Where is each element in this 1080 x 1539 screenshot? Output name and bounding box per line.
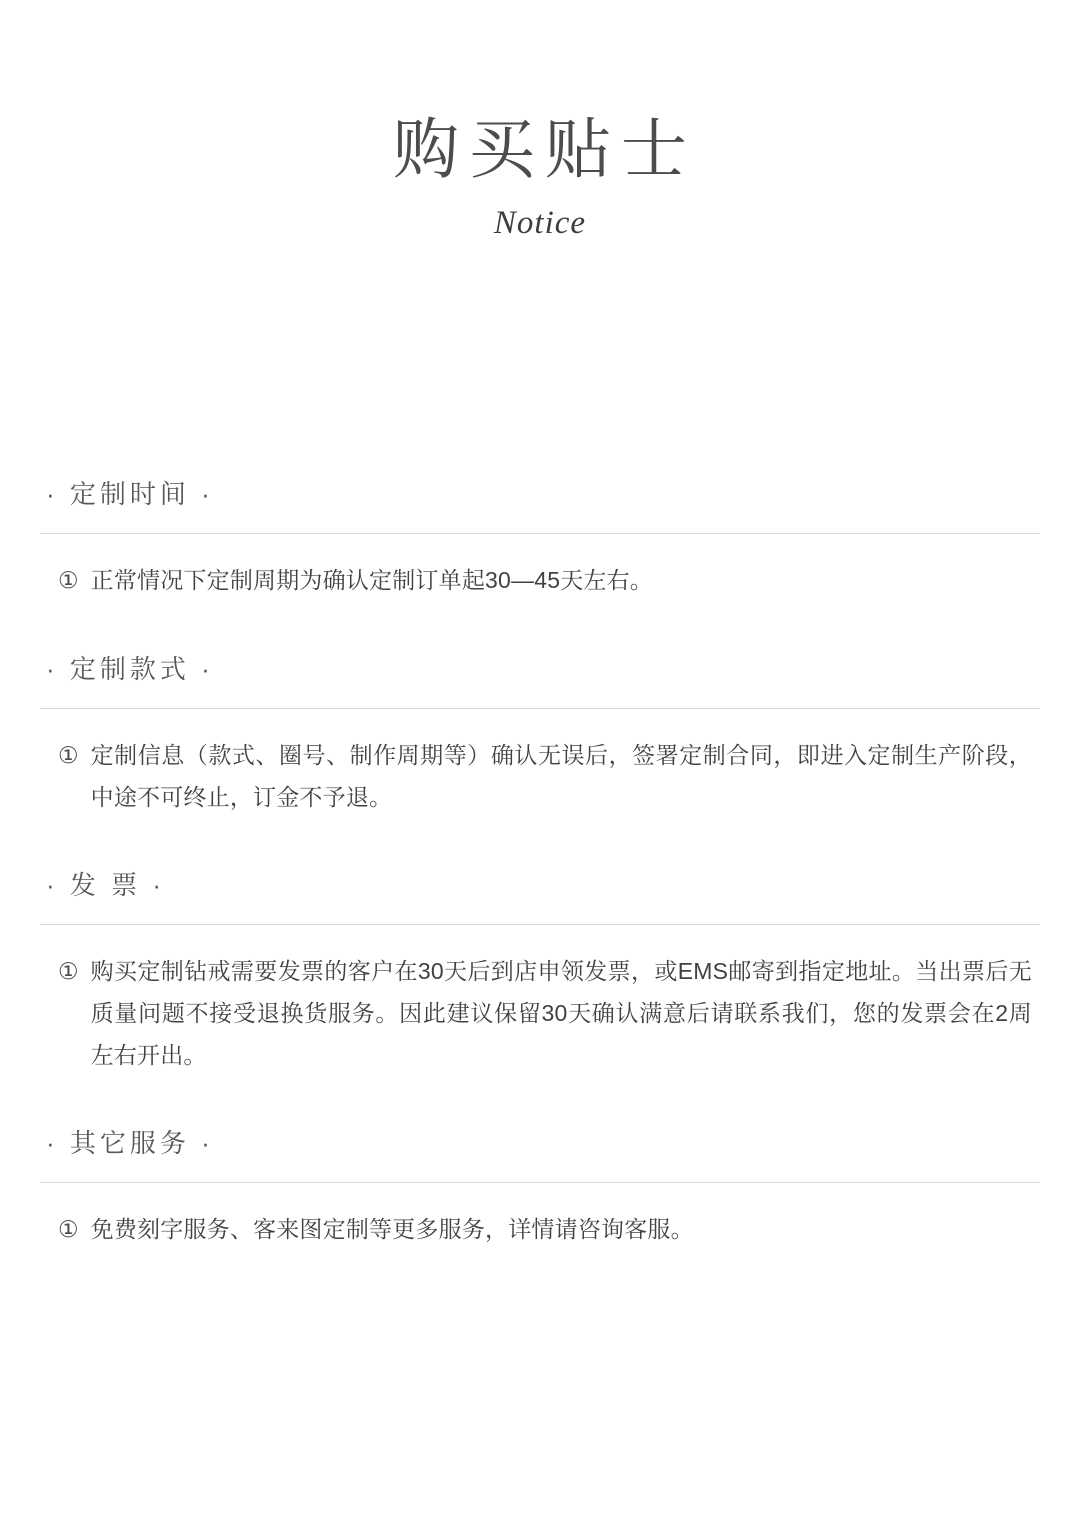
item-marker: ① xyxy=(58,958,79,985)
item-text: 购买定制钻戒需要发票的客户在30天后到店申领发票，或EMS邮寄到指定地址。当出票后无质量问题不接受退换货服务。因此建议保留30天确认满意后请联系我们，您的发票会在2周左右开出。 xyxy=(90,958,1032,1068)
section-custom-style xyxy=(40,649,1040,819)
divider xyxy=(40,924,1040,925)
section-invoice xyxy=(40,865,1040,1077)
divider xyxy=(40,533,1040,534)
item-marker: ① xyxy=(58,742,79,769)
divider xyxy=(40,708,1040,709)
page-subtitle: Notice xyxy=(493,204,587,241)
item-marker: ① xyxy=(58,1215,79,1242)
section-heading: · 定制款式 · xyxy=(46,654,214,685)
list-item xyxy=(40,951,1040,1077)
section-custom-time xyxy=(40,474,1040,602)
item-text: 正常情况下定制周期为确认定制订单起30—45天左右。 xyxy=(90,566,653,593)
section-heading: · 定制时间 · xyxy=(46,478,214,509)
list-item xyxy=(40,735,1040,819)
list-item xyxy=(40,560,1040,602)
item-marker: ① xyxy=(58,566,79,593)
section-heading: · 发 票 · xyxy=(46,870,165,901)
section-heading: · 其它服务 · xyxy=(46,1127,214,1158)
divider xyxy=(40,1182,1040,1183)
page-title: 购买贴士 xyxy=(393,112,697,186)
section-other-services xyxy=(40,1123,1040,1251)
item-text: 定制信息（款式、圈号、制作周期等）确认无误后，签署定制合同，即进入定制生产阶段，中途不可终止，订金不予退。 xyxy=(90,742,1032,811)
list-item xyxy=(40,1209,1040,1251)
sections-container xyxy=(40,474,1040,1251)
page-header xyxy=(40,0,1040,242)
item-text: 免费刻字服务、客来图定制等更多服务，详情请咨询客服。 xyxy=(90,1215,694,1242)
